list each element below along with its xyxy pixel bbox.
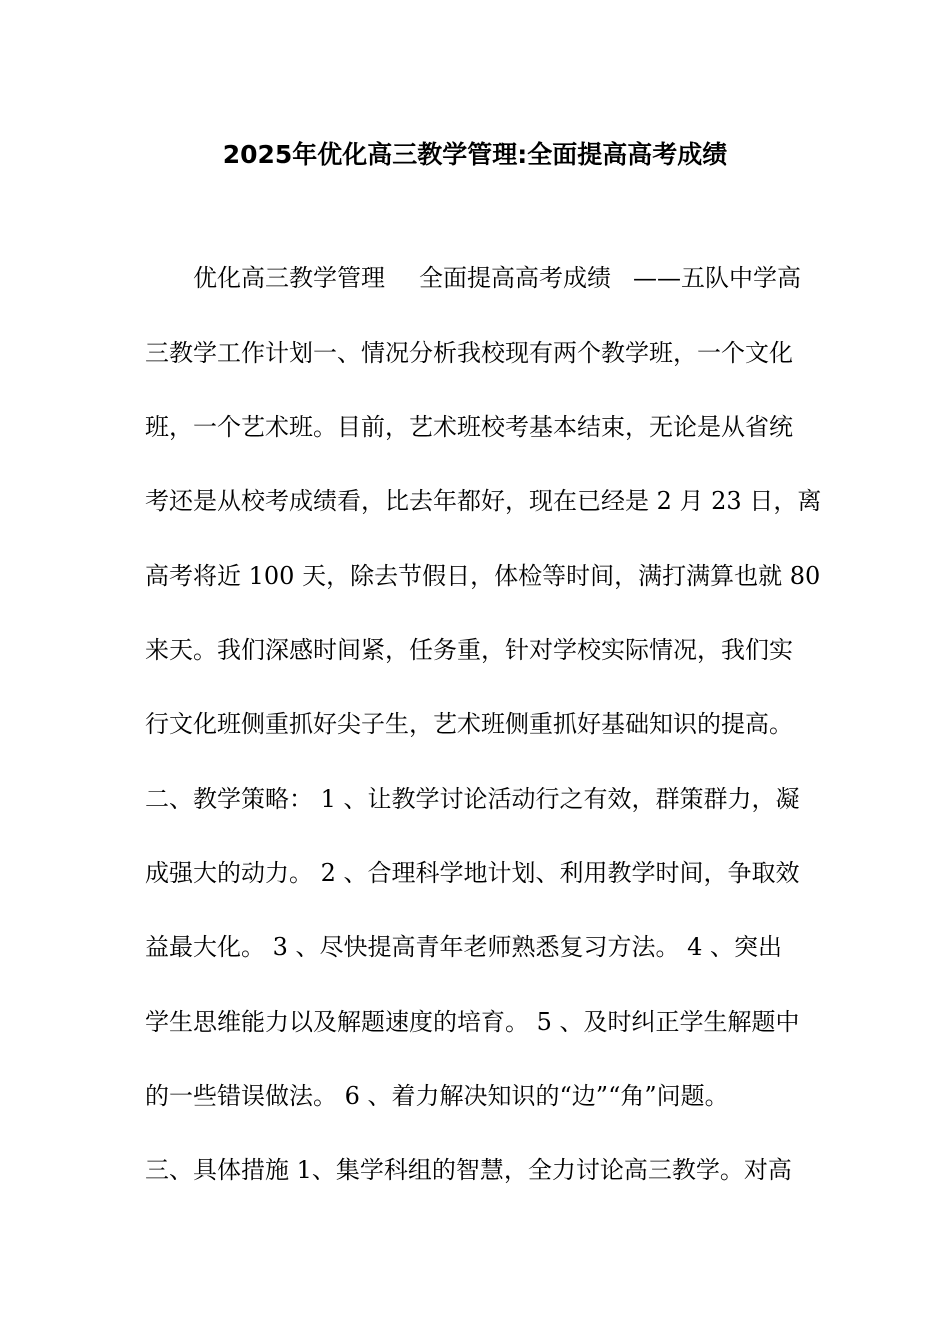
- body-line-3: 考还是从校考成绩看，比去年都好，现在已经是 2 月 23 日，离: [145, 487, 822, 515]
- body-line-9: 益最大化。 3 、尽快提高青年老师熟悉复习方法。 4 、突出: [145, 933, 783, 961]
- body-line-1: 三教学工作计划一、情况分析我校现有两个教学班，一个文化: [145, 339, 793, 367]
- lead-part-1: 优化高三教学管理: [193, 264, 385, 292]
- body-line-8: 成强大的动力。 2 、合理科学地计划、利用教学时间，争取效: [145, 859, 800, 887]
- document-title: 2025年优化高三教学管理:全面提高高考成绩: [222, 140, 728, 169]
- body-line-2: 班，一个艺术班。目前，艺术班校考基本结束，无论是从省统: [145, 413, 793, 441]
- lead-part-3: ——五队中学高: [633, 264, 801, 292]
- body-line-4: 高考将近 100 天，除去节假日，体检等时间，满打满算也就 80: [145, 562, 821, 590]
- body-line-12: 三、具体措施 1、集学科组的智慧，全力讨论高三教学。对高: [145, 1156, 792, 1184]
- body-line-7: 二、教学策略： 1 、让教学讨论活动行之有效，群策群力，凝: [145, 785, 800, 813]
- body-line-5: 来天。我们深感时间紧，任务重，针对学校实际情况，我们实: [145, 636, 793, 664]
- body-line-6: 行文化班侧重抓好尖子生，艺术班侧重抓好基础知识的提高。: [145, 710, 793, 738]
- body-line-11: 的一些错误做法。 6 、着力解决知识的“边”“角”问题。: [145, 1082, 729, 1110]
- lead-line: [193, 262, 805, 294]
- body-line-10: 学生思维能力以及解题速度的培育。 5 、及时纠正学生解题中: [145, 1008, 800, 1036]
- lead-part-2: 全面提高高考成绩: [419, 264, 611, 292]
